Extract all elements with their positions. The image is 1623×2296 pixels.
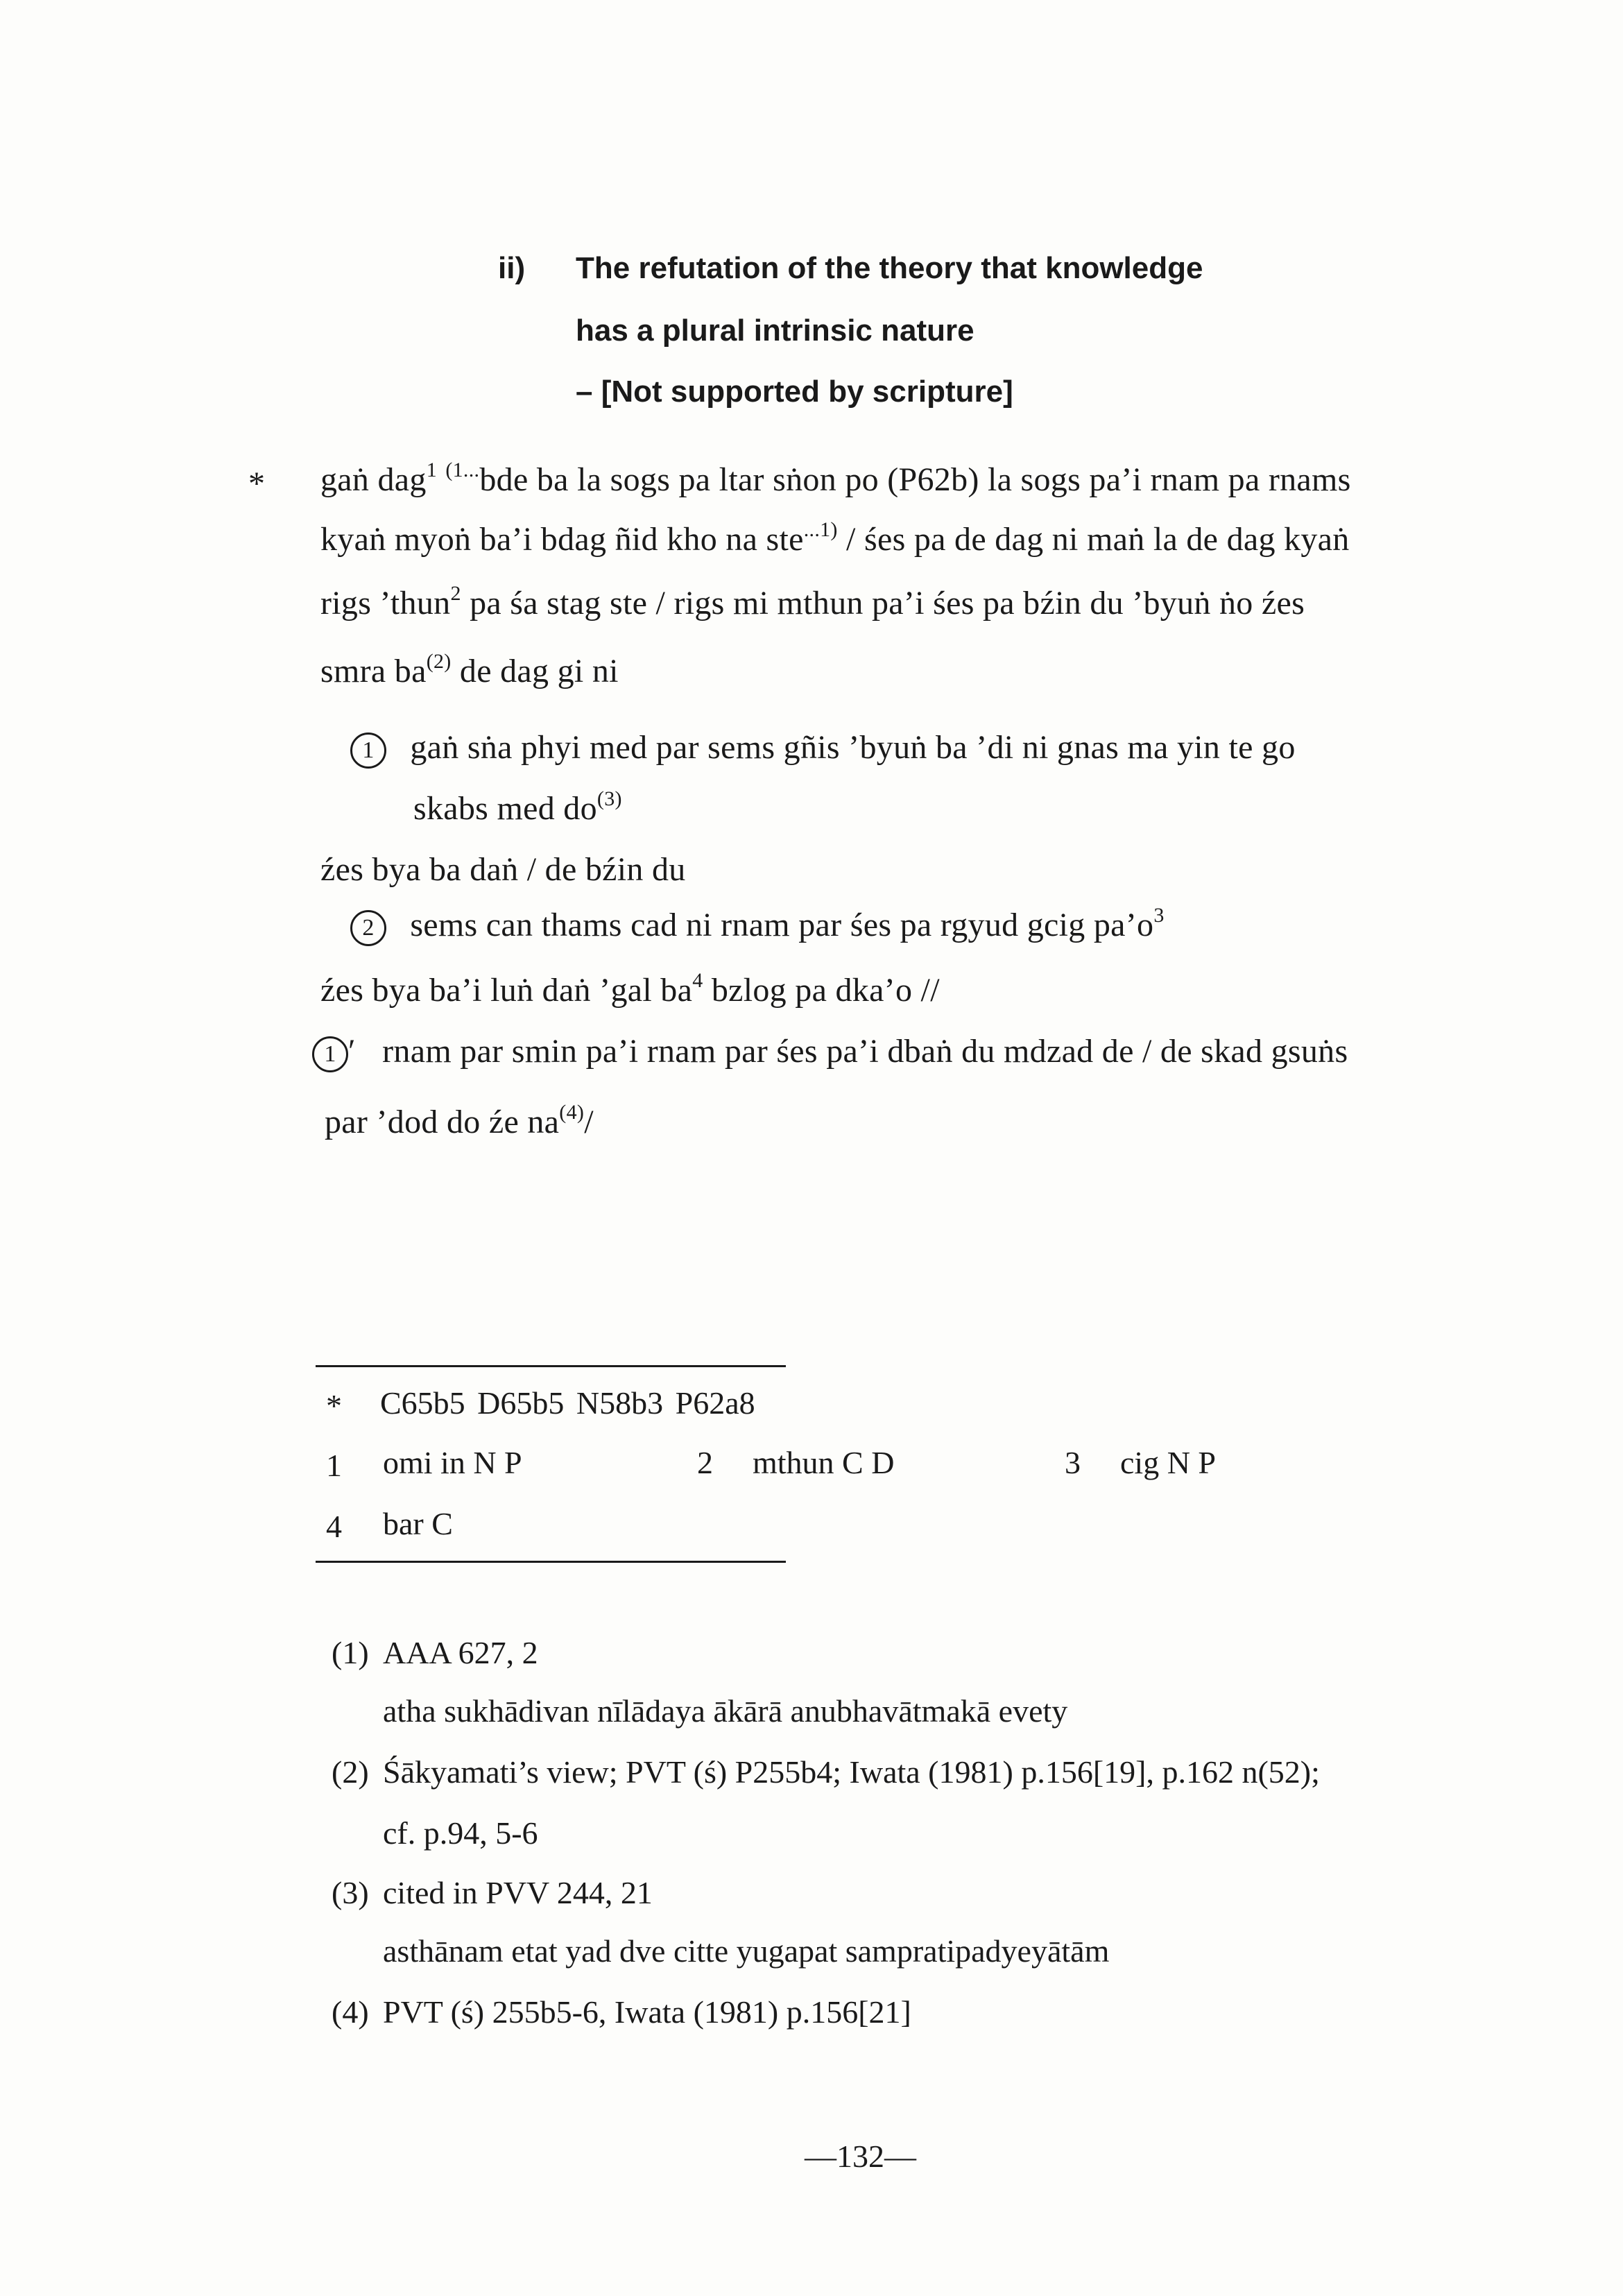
text-line-4 [320, 652, 619, 690]
quote-1-cont [413, 789, 622, 828]
note-text: Śākyamati’s view; PVT (ś) P255b4; Iwata (1981) p.156[19], p.162 n(52); [383, 1754, 1320, 1790]
text-segment: ba la sogs pa ltar sṅon po (P62b) la sogs pa’i rnam pa rnams [536, 461, 1351, 498]
note-text: AAA 627, 2 [383, 1635, 538, 1670]
note-text: cf. p.94, 5-6 [383, 1815, 538, 1851]
divider-bottom [316, 1561, 786, 1563]
text-segment: / [584, 1104, 594, 1140]
text-line-6 [320, 971, 940, 1009]
variant-number: 2 [697, 1445, 713, 1480]
text-segment: de dag gi ni [459, 653, 619, 689]
text-segment: skabs med do [413, 790, 597, 827]
text-segment: kyaṅ myoṅ ba’i bdag ñid kho na ste [320, 521, 804, 558]
text-segment: gaṅ sṅa phyi med par sems gñis ’byuṅ ba ’di ni gnas ma yin te go [410, 729, 1296, 766]
heading-line-2: has a plural intrinsic nature [576, 314, 974, 348]
note-ref: ...1) [803, 518, 838, 541]
variant-text: mthun C D [753, 1445, 895, 1480]
text-segment: rigs ’thun [320, 585, 451, 622]
note-ref: (2) [426, 650, 452, 673]
text-segment: smra ba [320, 653, 427, 689]
note-ref: (4) [559, 1101, 585, 1124]
variants-sigla: C65b5 D65b5 N58b3 P62a8 [380, 1385, 755, 1421]
variant-number: 1 [326, 1448, 342, 1483]
text-segment: źes bya ba’i luṅ daṅ ’gal ba [320, 972, 693, 1009]
note-text: atha sukhādivan nīlādaya ākārā anubhavātmakā evety [383, 1693, 1068, 1729]
note-text: PVT (ś) 255b5-6, Iwata (1981) p.156[21] [383, 1994, 911, 2030]
note-number: (3) [332, 1875, 369, 1910]
text-segment: rnam par smin pa’i rnam par śes pa’i dbaṅ du mdzad de / de skad gsuṅs [382, 1033, 1348, 1070]
text-segment: par ’dod do źe na [325, 1104, 560, 1140]
heading-line-1: The refutation of the theory that knowledge [576, 251, 1203, 285]
note-ref: (1... [445, 459, 480, 481]
text-segment: bzlog pa dka’o // [711, 972, 940, 1009]
heading-number: ii) [498, 251, 526, 285]
note-ref: (3) [596, 787, 622, 810]
quote-2 [350, 906, 1165, 946]
note-text: cited in PVV 244, 21 [383, 1875, 653, 1910]
variant-number: 4 [326, 1509, 342, 1544]
variant-text: bar C [383, 1506, 453, 1541]
footnote-ref: 2 [450, 582, 461, 605]
note-number: (4) [332, 1994, 369, 2030]
text-segment: gaṅ dag [320, 461, 427, 498]
prime-mark: ′ [348, 1033, 356, 1070]
circled-number-1: 1 [350, 733, 386, 769]
text-line-2 [320, 520, 1350, 558]
circled-number-1-prime: 1 [312, 1036, 348, 1072]
variant-number: 3 [1065, 1445, 1081, 1480]
text-segment: bde [479, 461, 529, 498]
text-line-3 [320, 584, 1305, 622]
variant-text: omi in N P [383, 1445, 522, 1480]
text-line-1 [320, 461, 1351, 499]
footnote-ref: 1 [426, 459, 438, 481]
text-line-5: źes bya ba daṅ / de bźin du [320, 851, 686, 888]
quote-3 [312, 1032, 1348, 1072]
variant-text: cig N P [1120, 1445, 1216, 1480]
note-number: (2) [332, 1754, 369, 1790]
circled-number-2: 2 [350, 910, 386, 946]
note-number: (1) [332, 1635, 369, 1670]
heading-line-3: – [Not supported by scripture] [576, 375, 1013, 409]
note-text: asthānam etat yad dve citte yugapat sampratipadyeyātām [383, 1933, 1110, 1969]
footnote-ref: 4 [692, 969, 703, 992]
quote-1 [350, 728, 1296, 769]
footnote-ref: 3 [1153, 904, 1165, 927]
text-segment: sems can thams cad ni rnam par śes pa rgyud gcig pa’o [410, 907, 1154, 943]
text-segment: pa śa stag ste / rigs mi mthun pa’i śes pa bźin du ’byuṅ ṅo źes [470, 585, 1305, 622]
divider-top [316, 1365, 786, 1367]
text-segment: / śes pa de dag ni maṅ la de dag kyaṅ [846, 521, 1350, 558]
asterisk-marker: * [248, 465, 266, 502]
variants-marker: * [326, 1388, 342, 1423]
text-line-7 [325, 1103, 594, 1141]
page-number: —132— [805, 2139, 916, 2174]
